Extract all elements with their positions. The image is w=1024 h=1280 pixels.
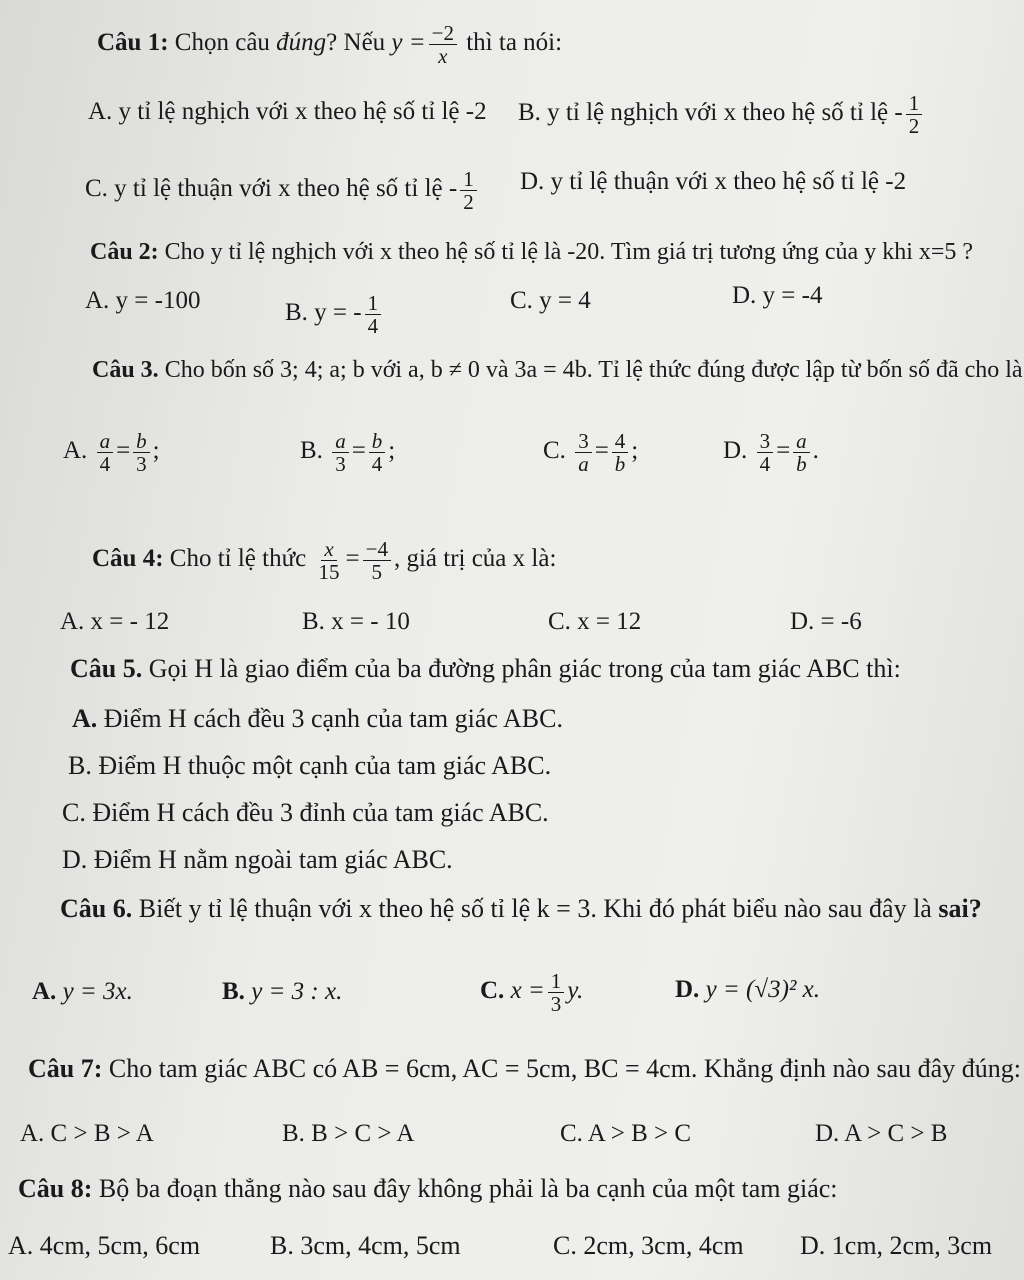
denominator: 4 — [99, 452, 111, 476]
punctuation: ; — [631, 437, 639, 465]
fraction — [429, 22, 457, 67]
fraction — [612, 430, 629, 475]
option-4a: A. x = - 12 — [60, 608, 170, 635]
question-text: Chọn câu — [168, 29, 277, 57]
option-7a: A. C > B > A — [20, 1120, 154, 1147]
fraction — [332, 430, 349, 475]
numerator: 4 — [612, 430, 629, 453]
numerator: x — [321, 538, 336, 561]
fraction — [97, 430, 114, 475]
denominator: 15 — [318, 560, 340, 584]
option-text: y = 3x. — [62, 978, 133, 1005]
option-2b — [285, 292, 384, 337]
option-8c: C. 2cm, 3cm, 4cm — [553, 1231, 744, 1260]
denominator: 4 — [367, 314, 379, 338]
question-8 — [18, 1175, 838, 1203]
option-3a: A. $\frac{a}{4}$ = $\frac{b}{3}$ ; — [63, 429, 160, 476]
question-text: Bộ ba đoạn thẳng nào sau đây không phải là ba cạnh của một tam giác: — [92, 1174, 838, 1203]
option-label: B. — [222, 978, 245, 1005]
question-label: Câu 6. — [60, 894, 133, 923]
option-6d — [675, 976, 820, 1004]
fraction — [369, 430, 386, 475]
option-text: C. y tỉ lệ thuận với x theo hệ số tỉ lệ - — [85, 175, 458, 203]
numerator: −4 — [363, 538, 391, 561]
fraction — [757, 430, 774, 475]
option-5c: C. Điểm H cách đều 3 đỉnh của tam giác ABC. — [62, 798, 549, 827]
option-label: C. — [543, 437, 566, 465]
option-8d: D. 1cm, 2cm, 3cm — [800, 1231, 993, 1260]
question-label: Câu 1: — [97, 29, 169, 57]
option-2c: C. y = 4 — [510, 287, 591, 314]
denominator: a — [578, 452, 589, 476]
fraction — [548, 970, 565, 1015]
question-text: Cho tỉ lệ thức — [163, 545, 307, 573]
option-2a: A. y = -100 — [85, 287, 201, 314]
punctuation: . — [812, 437, 819, 465]
numerator: 1 — [460, 168, 477, 191]
denominator: x — [438, 44, 448, 68]
denominator: 2 — [463, 190, 474, 214]
punctuation: ; — [388, 437, 396, 465]
question-7 — [28, 1055, 1021, 1083]
question-label: Câu 3. — [92, 357, 159, 383]
option-3c: C. $\frac{3}{a}$ = $\frac{4}{b}$ ; — [543, 429, 639, 476]
numerator: 1 — [365, 292, 382, 315]
question-1 — [97, 22, 562, 67]
option-1c — [85, 168, 480, 213]
option-1a: A. y tỉ lệ nghịch với x theo hệ số tỉ lệ -2 — [88, 98, 487, 125]
question-label: Câu 8: — [18, 1174, 93, 1203]
emphasis-text: đúng — [276, 29, 327, 57]
option-4b: B. x = - 10 — [302, 608, 410, 635]
fraction — [460, 168, 477, 213]
option-2d: D. y = -4 — [732, 282, 823, 309]
denominator: 5 — [371, 560, 383, 584]
option-1b — [518, 92, 925, 137]
denominator: b — [796, 452, 807, 476]
option-label: A. — [72, 704, 98, 733]
denominator: 3 — [335, 452, 346, 476]
equation-lhs: x = — [510, 977, 545, 1005]
question-text: ? Nếu — [326, 29, 392, 57]
denominator: 2 — [908, 114, 920, 138]
fraction — [906, 92, 923, 137]
option-text: B. y = - — [285, 299, 362, 327]
numerator: a — [793, 430, 810, 453]
numerator: a — [332, 430, 349, 453]
question-label: Câu 5. — [70, 654, 143, 683]
equation-rhs: y. — [567, 977, 584, 1005]
option-text: y = (√3)² x. — [705, 976, 820, 1003]
option-label: D. — [723, 437, 748, 465]
option-4c: C. x = 12 — [548, 608, 642, 635]
option-5a — [72, 705, 563, 733]
punctuation: ; — [152, 437, 160, 465]
option-6a — [32, 978, 133, 1006]
option-3b: B. $\frac{a}{3}$ = $\frac{b}{4}$ ; — [300, 429, 396, 476]
option-6b — [222, 978, 342, 1006]
numerator: b — [133, 430, 150, 453]
numerator: b — [369, 430, 386, 453]
option-1d: D. y tỉ lệ thuận với x theo hệ số tỉ lệ -2 — [520, 168, 907, 195]
option-text: y = 3 : x. — [251, 978, 343, 1005]
numerator: 1 — [548, 970, 565, 993]
denominator: b — [614, 452, 626, 476]
option-7d: D. A > C > B — [815, 1120, 948, 1147]
option-7c: C. A > B > C — [560, 1120, 692, 1147]
option-5d: D. Điểm H nằm ngoài tam giác ABC. — [62, 845, 453, 874]
option-text: Điểm H cách đều 3 cạnh của tam giác ABC. — [97, 704, 563, 733]
option-5b: B. Điểm H thuộc một cạnh của tam giác ABC. — [68, 751, 552, 780]
question-5 — [70, 655, 901, 683]
option-4d: D. = -6 — [790, 608, 862, 635]
option-3d: D. $\frac{3}{4}$ = $\frac{a}{b}$ . — [723, 429, 819, 476]
question-text: Cho y tỉ lệ nghịch với x theo hệ số tỉ lệ là -20. Tìm giá trị tương ứng của y khi x=5 ? — [158, 239, 974, 265]
option-label: D. — [675, 976, 700, 1003]
numerator: a — [97, 430, 114, 453]
question-text: Biết y tỉ lệ thuận với x theo hệ số tỉ lệ k = 3. Khi đó phát biểu nào sau đây là — [132, 894, 939, 923]
question-2 — [90, 238, 973, 266]
fraction — [793, 430, 810, 475]
question-label: Câu 4: — [92, 545, 164, 573]
denominator: 4 — [371, 452, 383, 476]
numerator: 3 — [575, 430, 592, 453]
fraction — [575, 430, 592, 475]
emphasis-text: sai? — [938, 894, 982, 923]
option-label: A. — [32, 978, 57, 1005]
option-label: B. — [300, 437, 323, 465]
option-text: B. y tỉ lệ nghịch với x theo hệ số tỉ lệ - — [518, 99, 903, 127]
option-label: C. — [480, 977, 505, 1005]
equation-lhs: y = — [391, 29, 426, 57]
question-label: Câu 2: — [90, 239, 159, 265]
fraction — [363, 538, 391, 583]
question-text: Cho tam giác ABC có AB = 6cm, AC = 5cm, BC = 4cm. Khẳng định nào sau đây đúng: — [102, 1054, 1021, 1083]
option-8a: A. 4cm, 5cm, 6cm — [8, 1231, 201, 1260]
denominator: 4 — [759, 452, 771, 476]
fraction — [365, 292, 382, 337]
fraction — [133, 430, 150, 475]
question-text: Gọi H là giao điểm của ba đường phân giác trong của tam giác ABC thì: — [142, 654, 901, 683]
numerator: −2 — [429, 22, 457, 45]
question-label: Câu 7: — [28, 1054, 103, 1083]
question-3 — [92, 356, 1023, 384]
option-8b: B. 3cm, 4cm, 5cm — [270, 1231, 461, 1260]
option-label: A. — [63, 437, 88, 465]
question-text: , giá trị của x là: — [393, 545, 557, 573]
option-7b: B. B > C > A — [282, 1120, 415, 1147]
denominator: 3 — [136, 452, 147, 476]
question-4: Câu 4: Cho tỉ lệ thức $\frac{x}{15}$ = $\frac{-4}{5}$ , giá trị của x là: — [92, 537, 557, 584]
numerator: 1 — [906, 92, 923, 115]
question-6 — [60, 895, 982, 923]
denominator: 3 — [550, 992, 562, 1016]
option-6c — [480, 970, 583, 1015]
fraction — [316, 538, 343, 583]
numerator: 3 — [757, 430, 774, 453]
question-text: Cho bốn số 3; 4; a; b với a, b ≠ 0 và 3a = 4b. Tỉ lệ thức đúng được lập từ bốn số đã cho là — [158, 357, 1023, 383]
question-text: thì ta nói: — [459, 29, 563, 57]
